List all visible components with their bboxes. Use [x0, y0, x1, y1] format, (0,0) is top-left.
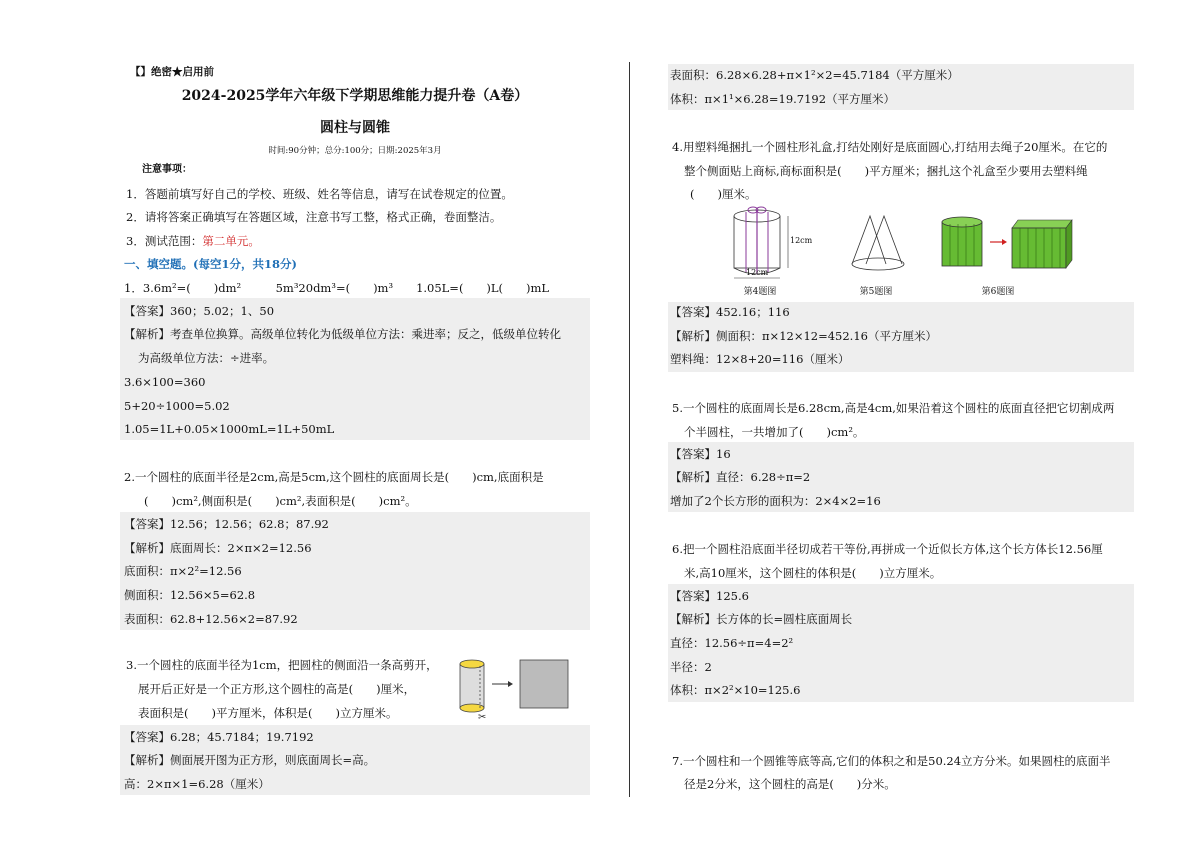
q4-figure-caption: 第4题图 — [743, 287, 777, 297]
q1-analysis: 【解析】考查单位换算。高级单位转化为低级单位方法：乘进率；反之，低级单位转化 — [124, 327, 561, 341]
q3-text-3: 表面积是( )平方厘米，体积是( )立方厘米。 — [138, 706, 398, 720]
q1-step-2: 5+20÷1000=5.02 — [124, 399, 230, 413]
exam-title: 2024-2025学年六年级下学期思维能力提升卷（A卷） — [181, 88, 529, 104]
q5-step-1: 【解析】直径：6.28÷π=2 — [670, 470, 811, 484]
q2-step-3: 侧面积：12.56×5=62.8 — [124, 588, 256, 602]
q3-cont-step-1: 表面积：6.28×6.28+π×1²×2=45.7184（平方厘米） — [670, 68, 959, 82]
q6-step-1: 【解析】长方体的长=圆柱底面周长 — [670, 612, 853, 626]
q7-text-1: 7.一个圆柱和一个圆锥等底等高,它们的体积之和是50.24立方分米。如果圆柱的底面半 — [672, 754, 1111, 768]
q4-height-label: 12cm — [790, 236, 813, 245]
notice-3-label: 3．测试范围： — [126, 234, 203, 248]
q3-answer: 【答案】6.28；45.7184；19.7192 — [124, 730, 314, 744]
q6-cylinder-to-cuboid-figure — [938, 214, 1078, 274]
q4-text-2: 整个侧面贴上商标,商标面积是( )平方厘米；捆扎这个礼盒至少要用去塑料绳 — [684, 164, 1088, 178]
q5-text-2: 个半圆柱，一共增加了( )cm²。 — [684, 425, 865, 439]
q1-step-1: 3.6×100=360 — [124, 375, 206, 389]
svg-text:✂: ✂ — [478, 712, 487, 723]
q4-gift-box-figure — [726, 206, 812, 284]
notice-3 — [126, 233, 260, 249]
q1-text: 1．3.6m²=( )dm² 5m³20dm³=( )m³ 1.05L=( )L( )mL — [124, 281, 550, 295]
exam-meta: 时间:90分钟；总分:100分；日期:2025年3月 — [268, 146, 442, 156]
q1-analysis-cont: 为高级单位方法：÷进率。 — [138, 351, 275, 365]
notice-title: 注意事项： — [142, 164, 192, 175]
q5-answer: 【答案】16 — [670, 447, 731, 461]
q2-step-4: 表面积：62.8+12.56×2=87.92 — [124, 612, 298, 626]
q1-answer: 【答案】360；5.02；1、50 — [124, 304, 275, 318]
notice-3-value: 第二单元。 — [202, 234, 260, 248]
confidential-label: 【】绝密★启用前 — [130, 66, 214, 78]
q3-step-1: 【解析】侧面展开图为正方形，则底面周长=高。 — [124, 753, 376, 767]
q5-step-2: 增加了2个长方形的面积为：2×4×2=16 — [670, 494, 881, 508]
q3-text-2: 展开后正好是一个正方形,这个圆柱的高是( )厘米， — [138, 682, 416, 696]
q6-text-1: 6.把一个圆柱沿底面半径切成若干等份,再拼成一个近似长方体,这个长方体长12.56厘 — [672, 542, 1103, 556]
q3-cylinder-unfold-figure — [456, 656, 576, 726]
q2-answer: 【答案】12.56；12.56；62.8；87.92 — [124, 517, 329, 531]
q6-answer: 【答案】125.6 — [670, 589, 749, 603]
q4-text-3: ( )厘米。 — [690, 187, 757, 201]
q4-step-1: 【解析】侧面积：π×12×12=452.16（平方厘米） — [670, 329, 937, 343]
q4-width-label: 12cm — [746, 268, 769, 277]
q7-text-2: 径是2分米，这个圆柱的高是( )分米。 — [684, 777, 896, 791]
q5-text-1: 5.一个圆柱的底面周长是6.28cm,高是4cm,如果沿着这个圆柱的底面直径把它切割成两 — [672, 401, 1115, 415]
q3-cont-step-2: 体积：π×1¹×6.28=19.7192（平方厘米） — [670, 92, 896, 106]
q4-step-2: 塑料绳：12×8+20=116（厘米） — [670, 352, 850, 366]
q3-step-2: 高：2×π×1=6.28（厘米） — [124, 777, 270, 791]
column-divider — [629, 62, 630, 797]
q2-text-1: 2.一个圆柱的底面半径是2cm,高是5cm,这个圆柱的底面周长是( )cm,底面积是 — [124, 470, 544, 484]
q6-text-2: 米,高10厘米，这个圆柱的体积是( )立方厘米。 — [684, 566, 942, 580]
q6-step-2: 直径：12.56÷π=4=2² — [670, 636, 794, 650]
q4-answer: 【答案】452.16；116 — [670, 305, 790, 319]
section-heading: 一、填空题。(每空1分，共18分) — [124, 257, 297, 271]
q2-text-2: ( )cm²,侧面积是( )cm²,表面积是( )cm²。 — [144, 494, 417, 508]
q1-step-3: 1.05=1L+0.05×1000mL=1L+50mL — [124, 422, 335, 436]
notice-2: 2．请将答案正确填写在答题区域，注意书写工整，格式正确，卷面整洁。 — [126, 210, 502, 224]
q4-text-1: 4.用塑料绳捆扎一个圆柱形礼盒,打结处刚好是底面圆心,打结用去绳子20厘米。在它的 — [672, 140, 1108, 154]
q2-step-2: 底面积：π×2²=12.56 — [124, 564, 242, 578]
q6-step-3: 半径：2 — [670, 660, 712, 674]
q6-figure-caption: 第6题图 — [981, 287, 1015, 297]
q3-text-1: 3.一个圆柱的底面半径为1cm，把圆柱的侧面沿一条高剪开， — [126, 658, 438, 672]
q5-cones-figure — [846, 212, 910, 276]
q5-figure-caption: 第5题图 — [859, 287, 893, 297]
q2-step-1: 【解析】底面周长：2×π×2=12.56 — [124, 541, 312, 555]
notice-1: 1．答题前填写好自己的学校、班级、姓名等信息，请写在试卷规定的位置。 — [126, 187, 513, 201]
q1-answer-box — [120, 298, 590, 440]
exam-subtitle: 圆柱与圆锥 — [320, 120, 390, 136]
q6-step-4: 体积：π×2²×10=125.6 — [670, 683, 801, 697]
